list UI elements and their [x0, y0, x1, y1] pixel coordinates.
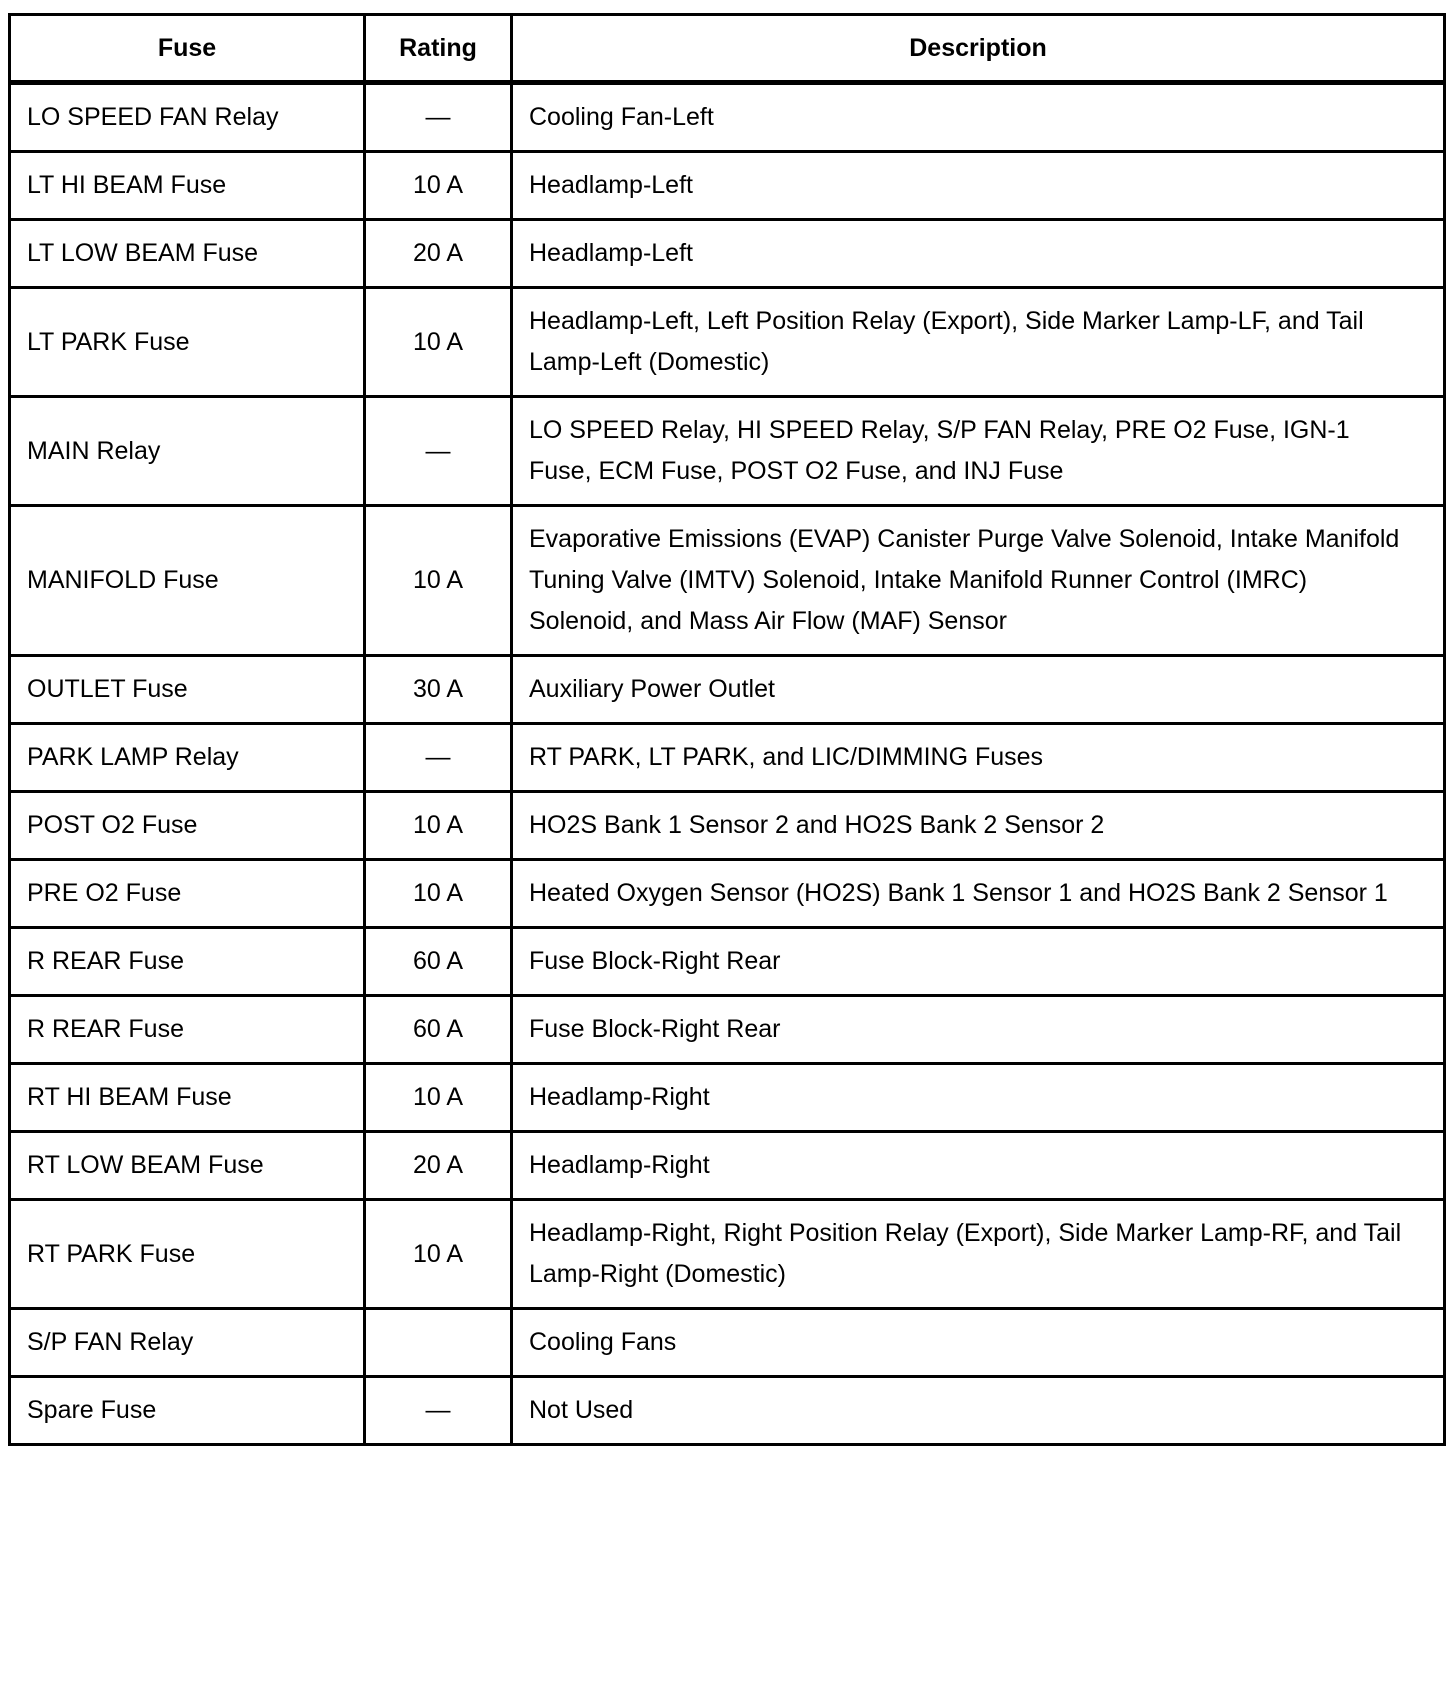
cell-rating: 10 A [365, 506, 512, 656]
table-row [10, 724, 1445, 792]
cell-description: RT PARK, LT PARK, and LIC/DIMMING Fuses [512, 724, 1445, 792]
cell-rating: — [365, 83, 512, 152]
cell-rating: 20 A [365, 220, 512, 288]
cell-rating: 10 A [365, 1200, 512, 1309]
cell-rating: 10 A [365, 288, 512, 397]
cell-fuse: LT HI BEAM Fuse [10, 152, 365, 220]
cell-fuse: LT PARK Fuse [10, 288, 365, 397]
cell-rating: — [365, 397, 512, 506]
table-row [10, 288, 1445, 397]
table-row [10, 656, 1445, 724]
table-row [10, 506, 1445, 656]
cell-description: Cooling Fans [512, 1309, 1445, 1377]
cell-rating: 10 A [365, 1064, 512, 1132]
header-fuse: Fuse [10, 15, 365, 83]
cell-description: Headlamp-Right [512, 1132, 1445, 1200]
header-rating: Rating [365, 15, 512, 83]
cell-description: Fuse Block-Right Rear [512, 928, 1445, 996]
cell-fuse: MAIN Relay [10, 397, 365, 506]
table-row [10, 152, 1445, 220]
table-row [10, 996, 1445, 1064]
fuse-table-container [8, 13, 1443, 1446]
cell-rating: 20 A [365, 1132, 512, 1200]
fuse-table [8, 13, 1446, 1446]
cell-fuse: RT LOW BEAM Fuse [10, 1132, 365, 1200]
cell-fuse: PRE O2 Fuse [10, 860, 365, 928]
cell-description: Not Used [512, 1377, 1445, 1445]
cell-description: Headlamp-Left [512, 220, 1445, 288]
table-row [10, 1132, 1445, 1200]
cell-fuse: MANIFOLD Fuse [10, 506, 365, 656]
cell-fuse: LO SPEED FAN Relay [10, 83, 365, 152]
cell-rating: — [365, 1377, 512, 1445]
header-description: Description [512, 15, 1445, 83]
cell-description: Headlamp-Right [512, 1064, 1445, 1132]
cell-fuse: OUTLET Fuse [10, 656, 365, 724]
cell-description: Heated Oxygen Sensor (HO2S) Bank 1 Sensor 1 and HO2S Bank 2 Sensor 1 [512, 860, 1445, 928]
cell-rating: — [365, 724, 512, 792]
table-row [10, 1309, 1445, 1377]
table-row [10, 397, 1445, 506]
cell-fuse: LT LOW BEAM Fuse [10, 220, 365, 288]
cell-rating: 10 A [365, 792, 512, 860]
cell-fuse: S/P FAN Relay [10, 1309, 365, 1377]
cell-description: Cooling Fan-Left [512, 83, 1445, 152]
cell-description: Headlamp-Left, Left Position Relay (Export), Side Marker Lamp-LF, and Tail Lamp-Left (Domestic) [512, 288, 1445, 397]
table-row [10, 792, 1445, 860]
cell-description: Auxiliary Power Outlet [512, 656, 1445, 724]
table-row [10, 1200, 1445, 1309]
table-row [10, 860, 1445, 928]
cell-rating: 60 A [365, 996, 512, 1064]
cell-fuse: R REAR Fuse [10, 928, 365, 996]
cell-description: Fuse Block-Right Rear [512, 996, 1445, 1064]
cell-rating: 10 A [365, 152, 512, 220]
table-row [10, 1064, 1445, 1132]
table-row [10, 220, 1445, 288]
cell-fuse: PARK LAMP Relay [10, 724, 365, 792]
cell-description: Evaporative Emissions (EVAP) Canister Purge Valve Solenoid, Intake Manifold Tuning Valve (IMTV) Solenoid, Intake Manifold Runner Control (IMRC) Solenoid, and Mass Air Flow (MAF) Sensor [512, 506, 1445, 656]
cell-fuse: Spare Fuse [10, 1377, 365, 1445]
cell-rating: 30 A [365, 656, 512, 724]
cell-description: Headlamp-Left [512, 152, 1445, 220]
cell-rating [365, 1309, 512, 1377]
cell-description: LO SPEED Relay, HI SPEED Relay, S/P FAN Relay, PRE O2 Fuse, IGN-1 Fuse, ECM Fuse, POST O2 Fuse, and INJ Fuse [512, 397, 1445, 506]
cell-fuse: POST O2 Fuse [10, 792, 365, 860]
table-row [10, 83, 1445, 152]
table-row [10, 928, 1445, 996]
cell-fuse: RT PARK Fuse [10, 1200, 365, 1309]
table-header-row [10, 15, 1445, 83]
cell-rating: 60 A [365, 928, 512, 996]
cell-rating: 10 A [365, 860, 512, 928]
cell-fuse: R REAR Fuse [10, 996, 365, 1064]
table-row [10, 1377, 1445, 1445]
cell-description: Headlamp-Right, Right Position Relay (Export), Side Marker Lamp-RF, and Tail Lamp-Right (Domestic) [512, 1200, 1445, 1309]
cell-description: HO2S Bank 1 Sensor 2 and HO2S Bank 2 Sensor 2 [512, 792, 1445, 860]
table-body [10, 83, 1445, 1445]
cell-fuse: RT HI BEAM Fuse [10, 1064, 365, 1132]
